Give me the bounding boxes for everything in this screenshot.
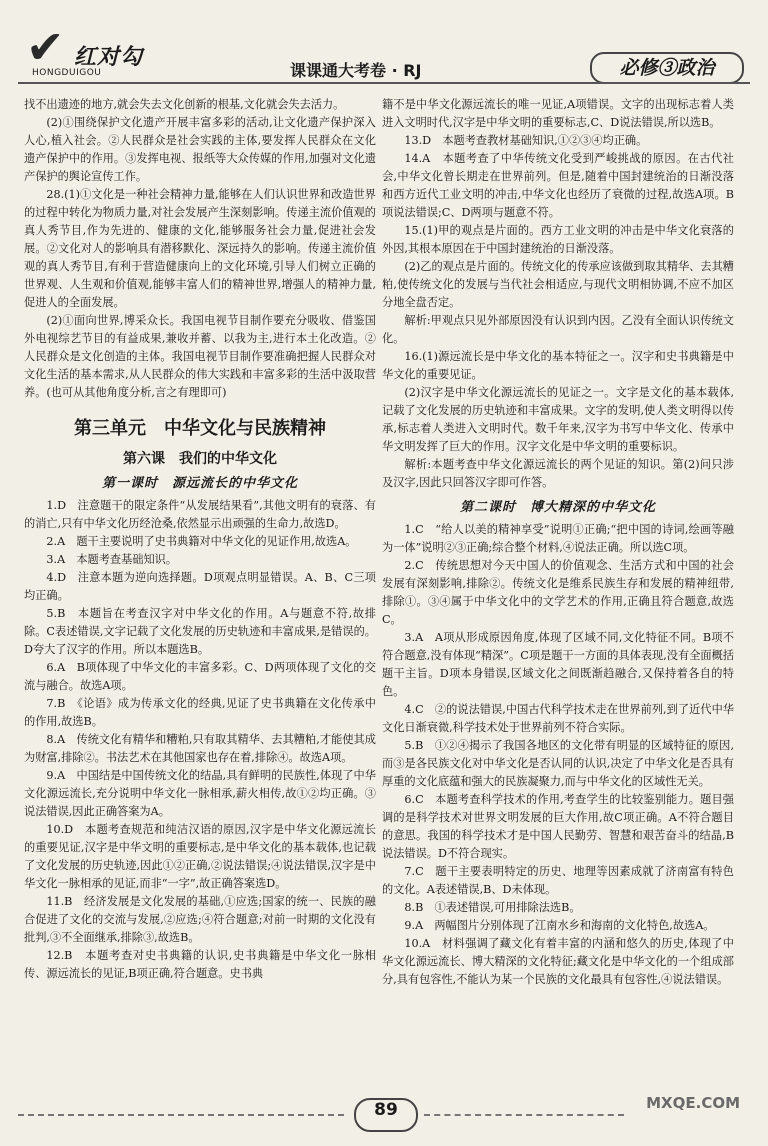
answer-paragraph: 找不出遗迹的地方,就会失去文化创新的根基,文化就会失去活力。 (24, 98, 345, 111)
page-footer (18, 1094, 750, 1134)
right-column (382, 96, 734, 989)
watermark: MXQE.COM (646, 1094, 740, 1112)
answer-paragraph: 4.D 注意本题为逆向选择题。D项观点明显错误。A、B、C三项均正确。 (24, 571, 376, 602)
left-column (24, 96, 376, 983)
answer-paragraph: 7.C 题干主要表明特定的历史、地理等因素成就了济南富有特色的文化。A表述错误,B、D未体现。 (382, 865, 734, 896)
answer-paragraph: 9.A 两幅图片分别体现了江南水乡和海南的文化特色,故选A。 (404, 919, 715, 932)
answer-paragraph: 8.B ①表述错误,可用排除法选B。 (404, 901, 581, 914)
answer-paragraph: (2)①面向世界,博采众长。我国电视节目制作要充分吸收、借鉴国外电视综艺节目的有益成果,兼收并蓄、以我为主,进行本土化改造。②人民群众是文化创造的主体。我国电视节目制作要准确把握人民群众对文化生活的基本需求,从人民群众的伟大实践和丰富多彩的生活中汲取营养。(也可从其他角度分析,言之有理即可) (24, 314, 376, 399)
answer-paragraph: 9.A 中国结是中国传统文化的结晶,具有鲜明的民族性,体现了中华文化源远流长,充分说明中华文化一脉相承,薪火相传,故①②均正确。③说法错误,因此正确答案为A。 (24, 769, 376, 818)
answer-paragraph: 5.B 本题旨在考查汉字对中华文化的作用。A与题意不符,故排除。C表述错误,文字记载了文化发展的历史轨迹和丰富成果,是错误的。D夸大了汉字的作用。所以本题选B。 (24, 607, 376, 656)
answer-paragraph: 14.A 本题考查了中华传统文化受到严峻挑战的原因。在古代社会,中华文化曾长期走在世界前列。但是,随着中国封建统治的日渐没落和西方近代工业文明的冲击,中华文化也经历了衰微的过程,故选A项。B项说法错误;C、D两项与题意不符。 (382, 152, 734, 219)
header-divider (18, 82, 750, 84)
footer-divider-left (18, 1114, 344, 1116)
answer-paragraph: 1.D 注意题干的限定条件“从发展结果看”,其他文明有的衰落、有的消亡,只有中华文化历经沧桑,依然显示出顽强的生命力,故选D。 (24, 499, 376, 530)
answer-paragraph: 6.A B项体现了中华文化的丰富多彩。C、D两项体现了文化的交流与融合。故选A项。 (24, 661, 376, 692)
page-header (18, 18, 750, 84)
answer-paragraph: 2.A 题干主要说明了史书典籍对中华文化的见证作用,故选A。 (46, 535, 357, 548)
page-number: 89 (354, 1098, 418, 1132)
answer-paragraph: (2)乙的观点是片面的。传统文化的传承应该做到取其精华、去其糟粕,使传统文化的发展与当代社会相适应,与现代文明相协调,不应不加区分地全盘否定。 (382, 260, 734, 309)
series-title: 课课通大考卷 · RJ (290, 61, 422, 80)
answer-paragraph: 10.A 材料强调了藏文化有着丰富的内涵和悠久的历史,体现了中华文化源远流长、博大精深的文化特征;藏文化是中华文化的一个组成部分,具有包容性,不能认为某一个民族的文化最具有包容性,④说法错误。 (382, 937, 734, 986)
checkmark-icon: ✔ (26, 20, 65, 74)
answer-paragraph: 12.B 本题考查对史书典籍的认识,史书典籍是中华文化一脉相传、源远流长的见证,B项正确,符合题意。史书典 (24, 949, 376, 980)
answer-paragraph: 3.A 本题考查基础知识。 (46, 553, 178, 566)
subject-badge: 必修③政治 (590, 52, 744, 84)
brand-logo (18, 18, 168, 84)
answer-paragraph: (2)汉字是中华文化源远流长的见证之一。文字是文化的基本载体,记载了文化发展的历史轨迹和丰富成果。文字的发明,使人类文明得以传承,标志着人类进入文明时代。数千年来,汉字为书写中华文化、传承中华文明发挥了巨大的作用。汉字文化是中华文明的重要标识。 (382, 386, 734, 453)
answer-paragraph: 8.A 传统文化有精华和糟粕,只有取其精华、去其糟粕,才能使其成为财富,排除②。书法艺术在其他国家也存在着,排除④。故选A项。 (24, 733, 376, 764)
lesson-heading: 第六课 我们的中华文化 (123, 451, 277, 467)
answer-paragraph: 28.(1)①文化是一种社会精神力量,能够在人们认识世界和改造世界的过程中转化为物质力量,对社会发展产生深刻影响。传递主流价值观的真人秀节目,作为先进的、健康的文化,能够服务社会力量,促进社会发展。②文化对人的影响具有潜移默化、深远持久的影响。传递主流价值观的真人秀节目,有利于营造健康向上的文化环境,引导人们树立正确的世界观、人生观和价值观,能够丰富人们的精神世界,增强人的精神力量,促进人的全面发展。 (24, 188, 376, 309)
answer-paragraph: 11.B 经济发展是文化发展的基础,①应选;国家的统一、民族的融合促进了文化的交流与发展,②应选;④符合题意;对前一时期的文化没有批判,③不全面继承,排除③,故选B。 (24, 895, 376, 944)
section-heading: 第二课时 博大精深的中华文化 (459, 500, 656, 515)
logo-text: 红对勾 (74, 44, 144, 70)
answer-paragraph: 解析:甲观点只见外部原因没有认识到内因。乙没有全面认识传统文化。 (382, 314, 734, 345)
answer-paragraph: 2.C 传统思想对今天中国人的价值观念、生活方式和中国的社会发展有深刻影响,排除②。传统文化是维系民族生存和发展的精神纽带,排除①。③④属于中华文化中的文学艺术的作用,正确且符合题意,故选C。 (382, 559, 734, 626)
answer-paragraph: 4.C ②的说法错误,中国古代科学技术走在世界前列,到了近代中华文化日渐衰微,科学技术处于世界前列不符合实际。 (382, 703, 734, 734)
answer-paragraph: 5.B ①②④揭示了我国各地区的文化带有明显的区域特征的原因,而③是各民族文化对中华文化是否认同的认识,决定了中华文化是否具有厚重的文化底蕴和强大的民族凝聚力,而与中华文化的区域性无关。 (382, 739, 734, 788)
answer-paragraph: 1.C “给人以美的精神享受”说明①正确;“把中国的诗词,绘画等融为一体”说明②③正确;综合整个材料,④说法正确。所以选C项。 (382, 523, 734, 554)
answer-paragraph: 3.A A项从形成原因角度,体现了区域不同,文化特征不同。B项不符合题意,没有体现“精深”。C项是题干一方面的具体表现,没有全面概括题干主旨。D项本身错误,区域文化之间既渐趋融合,又保持着各自的特色。 (382, 631, 734, 698)
answer-paragraph: 16.(1)源远流长是中华文化的基本特征之一。汉字和史书典籍是中华文化的重要见证。 (382, 350, 734, 381)
footer-divider-right (424, 1114, 624, 1116)
section-heading: 第一课时 源远流长的中华文化 (101, 476, 298, 491)
answer-paragraph: 籍不是中华文化源远流长的唯一见证,A项错误。文字的出现标志着人类进入文明时代,汉字是中华文明的重要标志,C、D说法错误,所以选B。 (382, 98, 734, 129)
answer-paragraph: 解析:本题考查中华文化源远流长的两个见证的知识。第(2)问只涉及汉字,因此只回答汉字即可作答。 (382, 458, 734, 489)
logo-subtitle: HONGDUIGOU (32, 68, 102, 78)
answer-paragraph: (2)①围绕保护文化遗产开展丰富多彩的活动,让文化遗产保护深入人心,植入社会。②人民群众是社会实践的主体,要发挥人民群众在文化遗产保护中的作用。③发挥电视、报纸等大众传媒的作用,加强对文化遗产保护的舆论宣传工作。 (24, 116, 376, 183)
answer-paragraph: 10.D 本题考查规范和纯洁汉语的原因,汉字是中华文化源远流长的重要见证,汉字是中华文明的重要标志,是中华文化的基本载体,也记载了文化发展的历史轨迹,因此①②正确,②说法错误;④说法错误,汉字是中华文化一脉相承的见证,而非“一字”,故正确答案选D。 (24, 823, 376, 890)
unit-heading: 第三单元 中华文化与民族精神 (74, 418, 326, 439)
answer-paragraph: 7.B 《论语》成为传承文化的经典,见证了史书典籍在文化传承中的作用,故选B。 (24, 697, 376, 728)
answer-paragraph: 13.D 本题考查教材基础知识,①②③④均正确。 (404, 134, 648, 147)
answer-paragraph: 15.(1)甲的观点是片面的。西方工业文明的冲击是中华文化衰落的外因,其根本原因在于中国封建统治的日渐没落。 (382, 224, 734, 255)
answer-paragraph: 6.C 本题考查科学技术的作用,考查学生的比较鉴别能力。题目强调的是科学技术对世界文明发展的巨大作用,故C项正确。A不符合题目的意思。我国的科学技术才是中国人民勤劳、智慧和艰苦奋斗的结晶,B说法错误。D不符合现实。 (382, 793, 734, 860)
